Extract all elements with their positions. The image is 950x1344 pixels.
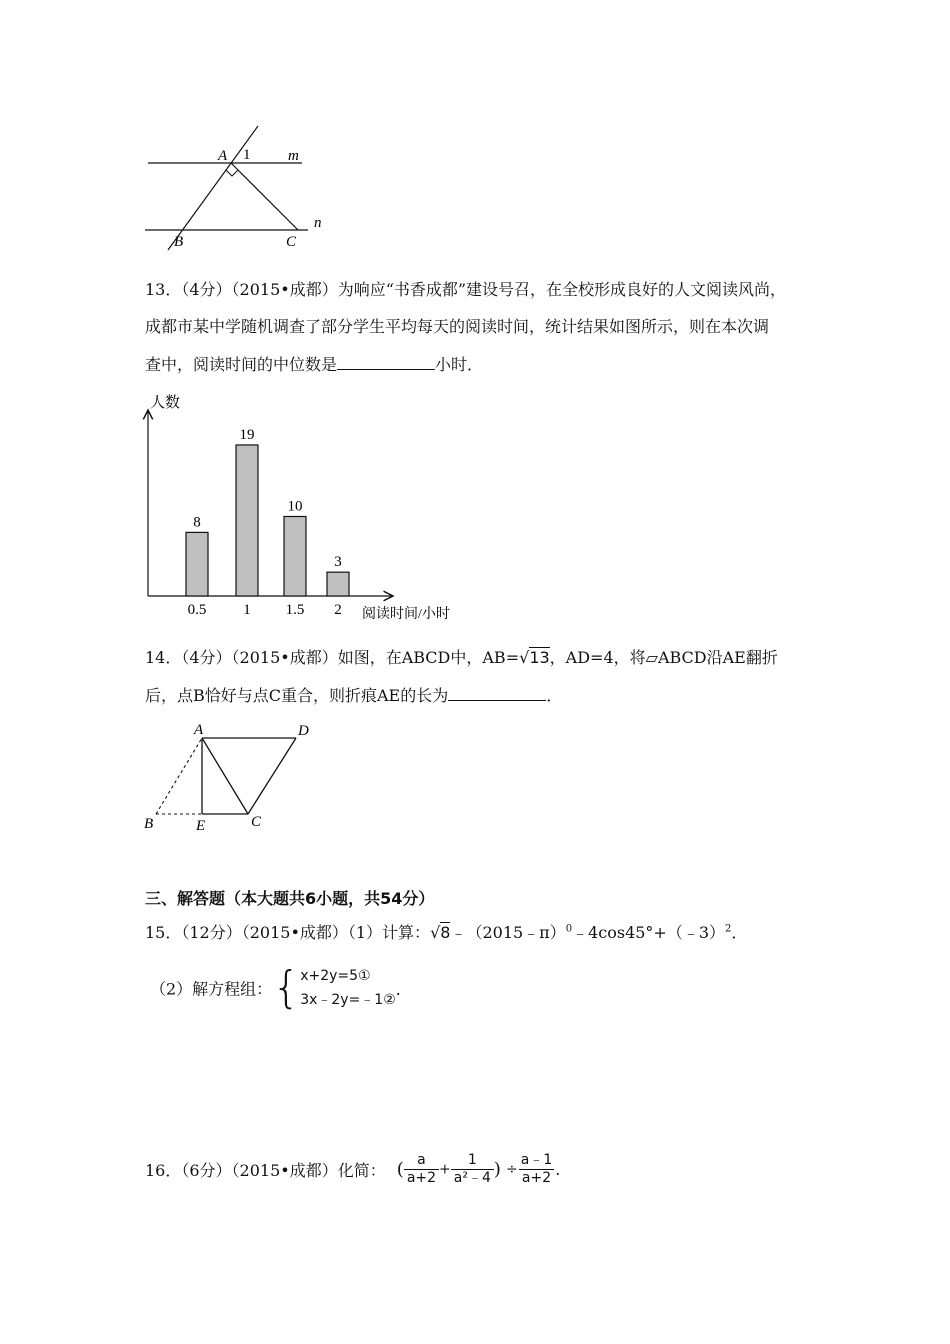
frac1-num: a	[417, 1152, 426, 1168]
q15-part1	[145, 920, 747, 943]
x-tick-2: 2	[334, 602, 342, 618]
transversal-line	[168, 126, 258, 250]
segment-ac	[231, 163, 298, 230]
frac1-den: a+2	[404, 1169, 439, 1187]
answer-blank-13[interactable]	[337, 355, 435, 370]
label-e: E	[196, 818, 206, 834]
q13-line2: 成都市某中学随机调查了部分学生平均每天的阅读时间，统计结果如图所示，则在本次调	[145, 317, 770, 336]
data-label-1: 19	[239, 426, 255, 443]
q15-part2-end: ．	[395, 979, 412, 999]
answer-blank-14[interactable]	[448, 686, 546, 701]
bar-2	[327, 572, 349, 596]
equation-2: 3x﹣2y=﹣1②	[300, 992, 396, 1008]
q16	[145, 1152, 560, 1187]
q15-prefix: 15．（12分）（2015•成都）（1）计算：	[145, 923, 431, 942]
q16-end: .	[555, 1160, 561, 1179]
frac3-num: a﹣1	[520, 1152, 553, 1168]
label-b: B	[144, 816, 154, 832]
label-d: D	[298, 723, 309, 739]
x-axis-label: 阅读时间/小时	[362, 607, 450, 622]
q15-exp2: 2	[725, 923, 732, 935]
q13-line3-text: 查中，阅读时间的中位数是	[145, 355, 338, 374]
fraction-a-over-a-plus-2	[404, 1152, 439, 1187]
data-label-2: 3	[334, 554, 342, 571]
q15-expr2: ﹣4cos45°+（﹣3）	[572, 923, 726, 942]
label-b: B	[174, 234, 184, 250]
segment-dc	[248, 738, 296, 814]
divide-sign: ÷	[506, 1161, 518, 1178]
q14-line1-end: ，AD=4，将▱ABCD沿AE翻折	[549, 648, 778, 667]
x-tick-1: 1	[243, 602, 251, 618]
q15-part2	[150, 962, 412, 1014]
q13-line1: 13．（4分）（2015•成都）为响应“书香成都”建设号召，在全校形成良好的人文阅读风尚，	[145, 280, 787, 299]
label-m: m	[288, 148, 299, 164]
data-label-0.5: 8	[193, 514, 201, 531]
figure-parallelogram-fold	[138, 718, 318, 836]
x-tick-0.5: 0.5	[187, 602, 207, 618]
q14-line2-text: 后，点B恰好与点C重合，则折痕AE的长为	[145, 686, 449, 705]
sqrt-8: √8	[430, 923, 451, 942]
sqrt-8-arg: 8	[440, 923, 451, 942]
frac2-num: 1	[467, 1152, 477, 1168]
q16-prefix: 16．（6分）（2015•成都）化简：	[145, 1161, 386, 1180]
q14-line2	[145, 683, 562, 706]
q14-line1	[145, 645, 778, 668]
plus-sign: +	[439, 1161, 451, 1178]
equation-1: x+2y=5①	[300, 968, 371, 984]
bar-0.5	[186, 532, 208, 596]
q14-line1-text: 14．（4分）（2015•成都）如图，在ABCD中，AB=	[145, 648, 520, 667]
q15-part2-label: （2）解方程组：	[150, 979, 273, 999]
q14-line2-end: ．	[546, 686, 563, 705]
frac3-den: a+2	[519, 1169, 554, 1187]
equation-system	[300, 964, 396, 1012]
rparen: )	[493, 1159, 501, 1180]
right-angle-mark	[226, 170, 238, 176]
q15-end: ．	[731, 923, 748, 942]
label-a: A	[194, 722, 204, 738]
bar-1	[236, 445, 258, 596]
q15-expr: ﹣（2015﹣π）	[450, 923, 566, 942]
label-1: 1	[243, 147, 251, 163]
y-axis-label: 人数	[150, 395, 181, 411]
data-label-1.5: 10	[287, 498, 303, 515]
q13-line3	[145, 352, 483, 375]
section-3-title: 三、解答题（本大题共6小题，共54分）	[145, 889, 435, 908]
sqrt-13: √13	[519, 648, 550, 667]
fraction-1-over-a2-minus-4	[451, 1152, 494, 1187]
bar-1.5	[284, 517, 306, 597]
reading-time-bar-chart	[140, 390, 480, 625]
figure-parallel-lines-triangle	[140, 120, 340, 255]
x-tick-1.5: 1.5	[285, 602, 305, 618]
frac2-den: a²﹣4	[451, 1169, 494, 1187]
lparen: (	[396, 1159, 404, 1180]
label-c: C	[286, 234, 297, 250]
q15-exp0: 0	[565, 923, 573, 935]
dashed-ab	[156, 738, 202, 814]
sqrt-13-arg: 13	[529, 648, 550, 667]
q13-line3-end: 小时．	[435, 355, 484, 374]
label-n: n	[314, 215, 322, 231]
segment-ac	[202, 738, 248, 814]
system-brace: {	[272, 962, 301, 1013]
label-c: C	[251, 814, 262, 830]
fraction-a-minus-1-over-a-plus-2	[518, 1152, 556, 1187]
label-a: A	[218, 148, 228, 164]
